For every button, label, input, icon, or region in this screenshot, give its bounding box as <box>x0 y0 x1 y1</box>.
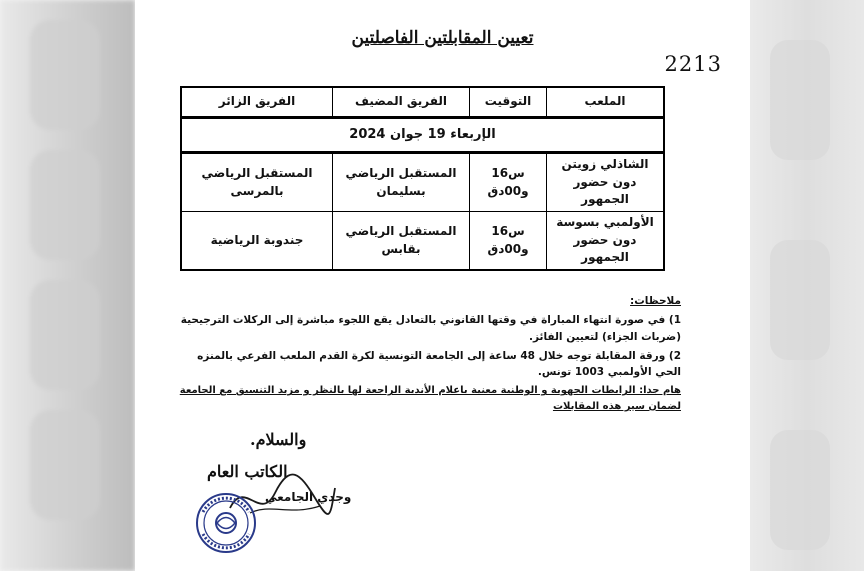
header-visitor-team: الفريق الزائر <box>181 87 333 118</box>
schedule-table <box>180 86 665 271</box>
host-team-cell: المستقبل الرياضي بقابس <box>333 212 470 271</box>
salutation: والسلام. <box>250 430 307 449</box>
notes-section <box>173 293 681 417</box>
time-cell: س16 و00دق <box>470 212 547 271</box>
important-warning: هام جدا: الرابطات الجهوية و الوطنية معنية باعلام الأندية الراجعة لها بالنظر و مزيد التنسيق مع الجامعة لضمان سير هذه المقابلات <box>179 385 681 412</box>
date-row <box>181 118 664 153</box>
document-title: تعيين المقابلتين الفاصلتين <box>351 28 534 48</box>
venue-cell <box>547 153 665 212</box>
background-smudge <box>770 240 830 360</box>
document-page <box>135 0 750 571</box>
venue-note: دون حضور الجمهور <box>573 232 637 265</box>
notes-heading: ملاحظات: <box>630 295 681 307</box>
official-seal-icon <box>195 492 257 554</box>
note-item: 1) في صورة انتهاء المباراة في وقتها القانوني بالتعادل يقع اللجوء مباشرة إلى الركلات الترجيحية (ضربات الجزاء) لتعيين الفائز. <box>180 314 681 343</box>
signatory-name: وجدي الجامعي <box>265 490 352 504</box>
host-team-cell: المستقبل الرياضي بسليمان <box>333 153 470 212</box>
venue-note: دون حضور الجمهور <box>573 174 637 207</box>
match-date: الإربعاء 19 جوان 2024 <box>181 118 664 153</box>
blurred-background-right <box>750 0 864 571</box>
background-smudge <box>770 430 830 550</box>
note-item: 2) ورقة المقابلة توجه خلال 48 ساعة إلى الجامعة التونسية لكرة القدم الملعب الفرعي بالمنزه الحي الأولمبي 1003 تونس. <box>197 349 681 379</box>
visitor-team-cell: جندوبة الرياضية <box>181 212 333 271</box>
venue-name: الشاذلي زويتن <box>561 157 649 172</box>
blurred-background-left <box>0 0 135 571</box>
header-time: التوقيت <box>470 87 547 118</box>
background-smudge <box>770 40 830 160</box>
venue-cell <box>547 212 665 271</box>
header-venue: الملعب <box>547 87 665 118</box>
background-smudge <box>30 280 100 390</box>
document-number: 2213 <box>664 52 722 76</box>
venue-name: الأولمبي بسوسة <box>556 215 654 230</box>
table-header-row <box>181 87 664 118</box>
visitor-team-cell: المستقبل الرياضي بالمرسى <box>181 153 333 212</box>
table-row <box>181 153 664 212</box>
background-smudge <box>30 150 100 260</box>
header-host-team: الفريق المضيف <box>333 87 470 118</box>
background-smudge <box>30 20 100 130</box>
background-smudge <box>30 410 100 520</box>
time-cell: س16 و00دق <box>470 153 547 212</box>
table-row <box>181 212 664 271</box>
signatory-title: الكاتب العام <box>207 462 288 481</box>
